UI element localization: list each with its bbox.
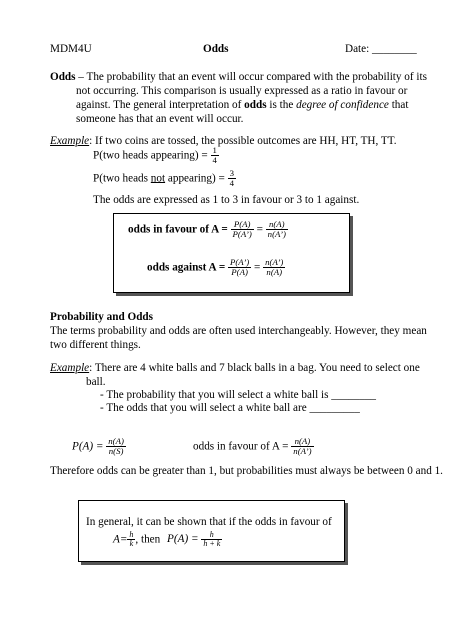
section-line-1: The terms probability and odds are often used interchangeably. However, they mean [50, 325, 427, 337]
def-text-e: that [388, 99, 409, 111]
prob-not-a: P(two heads [93, 172, 151, 185]
equals-sign: = [254, 261, 261, 274]
general-line-1: In general, it can be shown that if the odds in favour of [86, 516, 332, 528]
date-field: Date: ________ [345, 43, 417, 55]
fraction-na-over-na-prime-2 [291, 437, 313, 456]
frac-num: 3 [229, 168, 235, 178]
probability-formula [72, 437, 126, 456]
frac-den: k [129, 539, 134, 549]
fraction-na-over-na-prime [266, 220, 288, 239]
frac-num: P(A’) [230, 257, 250, 267]
prob-not-underlined: not [150, 172, 166, 185]
frac-den: h + k [203, 539, 221, 549]
prob-not-two-heads [93, 169, 236, 188]
fraction-na-prime-over-na [263, 258, 285, 277]
frac-den: n(A’) [293, 446, 312, 457]
definition-line-1 [50, 70, 427, 84]
frac-den: P(A) [231, 267, 248, 278]
frac-num: h [129, 530, 134, 539]
definition-text: – The probability that an event will occur compared with the probability of its [75, 71, 427, 83]
fraction-na-over-ns [106, 437, 126, 456]
example-2-label: Example [50, 362, 90, 374]
frac-den: n(A’) [267, 229, 286, 240]
frac-num: 1 [212, 145, 217, 155]
odds-expressed: The odds are expressed as 1 to 3 in favour or 3 to 1 against. [93, 194, 360, 206]
def-odds-bold: odds [244, 99, 267, 111]
fraction-one-quarter [211, 146, 219, 165]
def-degree-italic: degree of confidence [296, 99, 389, 111]
frac-num: P(A) [231, 220, 254, 230]
bullet-odds: - The odds that you will select a white ball are _________ [100, 402, 360, 414]
frac-den: n(A) [266, 267, 283, 278]
general-pa-label: P(A) = [167, 533, 199, 546]
odds-favour-label-2: odds in favour of A = [193, 440, 289, 453]
fraction-h-over-h-plus-k [201, 531, 222, 549]
fraction-pa-prime-over-pa [228, 258, 251, 277]
example-1-label: Example [50, 135, 90, 147]
prob-not-c: appearing) = [165, 172, 225, 185]
example-2-line [50, 361, 420, 375]
equals-sign: = [256, 223, 263, 236]
frac-num: n(A’) [265, 257, 284, 267]
course-code: MDM4U [50, 43, 92, 55]
general-a-label: A= [113, 533, 128, 546]
def-text-c: is the [266, 99, 297, 111]
frac-num: n(A) [266, 220, 288, 230]
definition-line-4: someone has that an event will occur. [76, 113, 244, 125]
frac-num: h [201, 531, 222, 540]
definition-line-2: not occurring. This comparison is usually expressed as a ratio in favour or [76, 85, 408, 97]
definition-term: Odds [50, 71, 76, 83]
def-text-a: against. The general interpretation of [76, 99, 245, 111]
definition-line-3 [76, 98, 408, 112]
fraction-pa-over-pa-prime [231, 220, 254, 239]
bullet-probability: - The probability that you will select a white ball is ________ [100, 389, 377, 401]
example-2-text: : There are 4 white balls and 7 black balls in a bag. You need to select one [89, 362, 420, 374]
odds-against-label: odds against A = [147, 261, 226, 274]
frac-den: 4 [212, 155, 217, 166]
section-heading: Probability and Odds [50, 311, 154, 323]
prob-two-heads-label: P(two heads appearing) = [93, 149, 208, 162]
example-2-line-2: ball. [86, 376, 106, 388]
then-text: , then [135, 533, 161, 546]
page-title: Odds [203, 43, 229, 55]
odds-in-favour-formula [128, 220, 288, 239]
section-line-2: two different things. [50, 339, 141, 351]
frac-den: 4 [229, 178, 235, 189]
frac-num: n(A) [108, 436, 124, 446]
fraction-three-quarters [228, 169, 236, 188]
conclusion-text: Therefore odds can be greater than 1, but probabilities must always be between 0 and 1. [50, 465, 443, 477]
example-1-text: : If two coins are tossed, the possible outcomes are HH, HT, TH, TT. [89, 135, 397, 147]
odds-favour-formula-2 [193, 437, 314, 456]
pa-label: P(A) = [72, 440, 104, 453]
prob-two-heads [93, 146, 219, 165]
odds-against-formula [147, 258, 285, 277]
odds-favour-label: odds in favour of A = [128, 223, 228, 236]
frac-den: P(A’) [232, 229, 252, 240]
general-formula [113, 531, 222, 549]
frac-den: n(S) [108, 446, 124, 457]
frac-num: n(A) [291, 437, 313, 447]
